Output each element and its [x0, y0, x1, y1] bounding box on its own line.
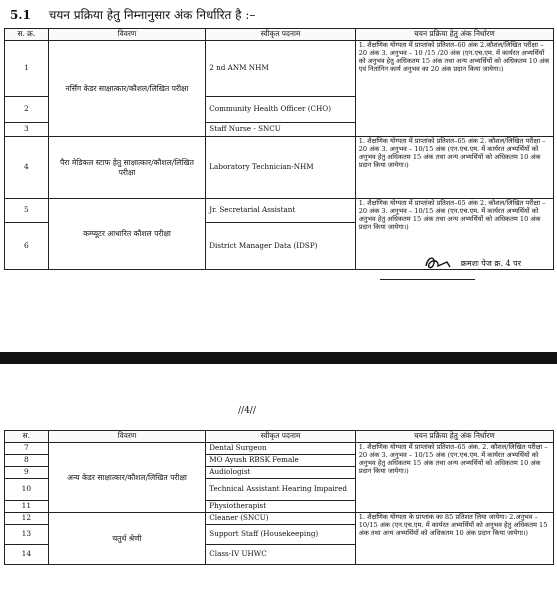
serial-number: 8 — [5, 455, 49, 467]
post-name: Staff Nurse - SNCU — [206, 123, 355, 137]
marks-table-page-4 — [4, 430, 554, 565]
category-description: चतुर्थ श्रेणी — [48, 513, 206, 565]
header-description: विवरण — [48, 431, 206, 443]
category-description: अन्य केडर साक्षात्कार/कौशल/लिखित परीक्षा — [48, 443, 206, 513]
serial-number: 3 — [5, 123, 49, 137]
serial-number: 4 — [5, 137, 49, 199]
serial-number: 11 — [5, 501, 49, 513]
serial-number: 10 — [5, 479, 49, 501]
selection-criteria: 1. शैक्षणिक योग्यता में प्राप्तांको प्रतिशत–65 अंक 2. कौशल/लिखित परीक्षा – 20 अंक 3. अनुभव – 10/15 अंक (एन.एच.एम. में कार्यरत अभ्यर्थियों को अनुभव हेतु अधिकतम 15 अंक तथा अन्य अभ्यर्थियों को अधिकतम 10 अंक प्रदान किया जायेगा।) — [355, 137, 553, 199]
post-name: Laboratory Technician-NHM — [206, 137, 355, 199]
table-row — [5, 513, 554, 525]
header-criteria: चयन प्रक्रिया हेतु अंक निर्धारण — [355, 431, 553, 443]
table-header-row — [5, 29, 554, 41]
header-criteria: चयन प्रक्रिया हेतु अंक निर्धारण — [355, 29, 553, 41]
serial-number: 14 — [5, 545, 49, 565]
serial-number: 13 — [5, 525, 49, 545]
selection-criteria: 1. शैक्षणिक योग्यता में प्राप्तांको प्रतिशत–60 अंक 2.कौशल/लिखित परीक्षा – 20 अंक 3. अनुभव – 10 /15 /20 अंक (एन.एच.एम. में कार्यरत अभ्यर्थियों को अनुभव हेतु अधिकतम 15 अंक तथा अन्य अभ्यर्थियों को अधिकतम 10 अंक एवं नितांनिन कार्य अनुभव का 20 अंक प्रदान किया जायेगा।) — [355, 41, 553, 137]
post-name: 2 nd ANM NHM — [206, 41, 355, 97]
post-name: Technical Assistant Hearing Impaired — [206, 479, 355, 501]
post-name: Physiotherapist — [206, 501, 355, 513]
selection-criteria: 1. शैक्षणिक योग्यता में प्राप्तांको प्रतिशत–65 अंक. 2. कौशल/लिखित परीक्षा – 20 अंक 3. अनुभव – 10/15 अंक (एन.एच.एम. में कार्यरत अभ्यर्थियों को अनुभव हेतु अधिकतम 15 अंक तथा अन्य अभ्यर्थियों को अधिकतम 10 अंक प्रदान किया जायेगा।) — [355, 443, 553, 513]
serial-number: 1 — [5, 41, 49, 97]
continued-note: क्रमशः पेज क्र. 4 पर — [460, 259, 521, 268]
post-name: Dental Surgeon — [206, 443, 355, 455]
table-row — [5, 137, 554, 199]
post-name: Class-IV UHWC — [206, 545, 355, 565]
serial-number: 9 — [5, 467, 49, 479]
post-name: Cleaner (SNCU) — [206, 513, 355, 525]
serial-number: 2 — [5, 97, 49, 123]
header-post: स्वीकृत पदनाम — [206, 431, 355, 443]
selection-criteria: 1. शैक्षणिक योग्यता में प्राप्तांको प्रतिशत–65 अंक 2. कौशल/लिखित परीक्षा – 20 अंक 3. अनुभव – 10/15 अंक (एन.एच.एम. में कार्यरत अभ्यर्थियों को अनुभव हेतु अधिकतम 15 अंक तथा अन्य अभ्यर्थियों को अधिकतम 10 अंक प्रदान किया जायेगा।) — [355, 199, 553, 270]
section-title: चयन प्रक्रिया हेतु निम्नानुसार अंक निर्धारित है :– — [48, 8, 256, 22]
header-serial: स. — [5, 431, 49, 443]
page-number: //4// — [238, 406, 256, 416]
post-name: Community Health Officer (CHO) — [206, 97, 355, 123]
category-description: कम्प्यूटर आधारित कौशल परीक्षा — [48, 199, 206, 270]
category-description: पैरा मेडिकल स्टाफ हेतु साक्षात्कार/कौशल/लिखित परीक्षा — [48, 137, 206, 199]
document-page-4 — [0, 364, 557, 607]
category-description: नर्सिंग केडर साक्षात्कार/कौशल/लिखित परीक्षा — [48, 41, 206, 137]
signature-line — [380, 279, 475, 280]
post-name: MO Ayush RBSK Female — [206, 455, 355, 467]
table-row — [5, 199, 554, 223]
serial-number: 5 — [5, 199, 49, 223]
selection-criteria: 1. शैक्षणिक योग्यता के प्राप्तांक का 85 प्रतिशत लिया जायेगा। 2.अनुभव – 10/15 अंक (एन.एच.एम. में कार्यरत अभ्यर्थियों को अनुभव हेतु अधिकतम 15 अंक तथा अन्य अभ्यर्थियों को अधिकतम 10 अंक प्रदान किया जायेगा।) — [355, 513, 553, 565]
post-name: District Manager Data (IDSP) — [206, 223, 355, 270]
serial-number: 12 — [5, 513, 49, 525]
table-row — [5, 443, 554, 455]
section-heading — [10, 6, 255, 23]
signature-mark — [423, 254, 453, 272]
section-number: 5.1 — [10, 8, 31, 22]
marks-table-page-3 — [4, 28, 554, 270]
post-name: Jr. Secretarial Assistant — [206, 199, 355, 223]
table-header-row — [5, 431, 554, 443]
header-description: विवरण — [48, 29, 206, 41]
post-name: Audiologist — [206, 467, 355, 479]
header-post: स्वीकृत पदनाम — [206, 29, 355, 41]
table-row — [5, 41, 554, 97]
header-serial: स. क्र. — [5, 29, 49, 41]
serial-number: 7 — [5, 443, 49, 455]
serial-number: 6 — [5, 223, 49, 270]
post-name: Support Staff (Housekeeping) — [206, 525, 355, 545]
page-separator — [0, 352, 557, 364]
